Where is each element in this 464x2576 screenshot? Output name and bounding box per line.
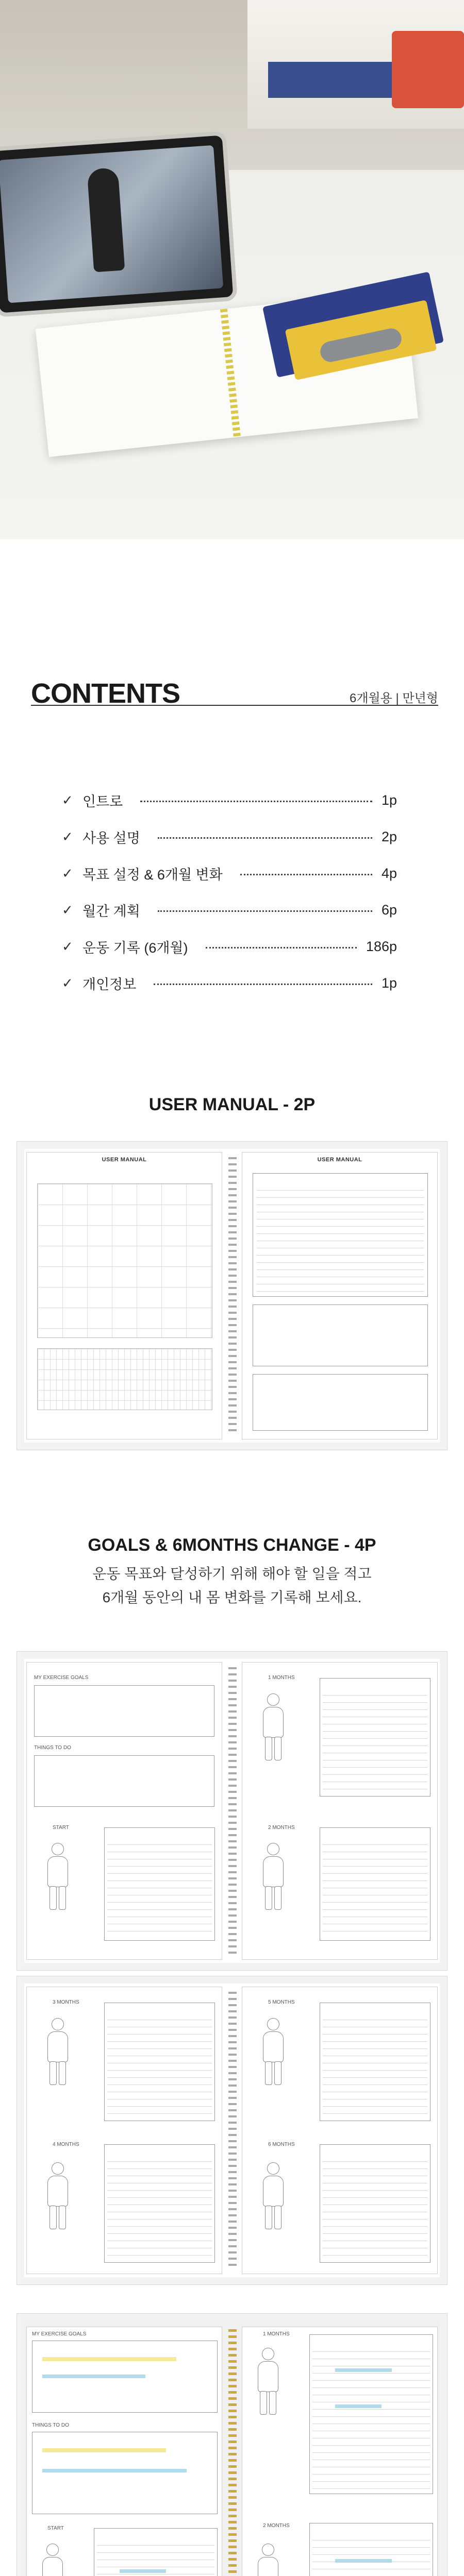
measure-lines bbox=[312, 2345, 430, 2489]
toc-leader-dots bbox=[158, 910, 372, 912]
toc-leader-dots bbox=[240, 874, 372, 875]
goals-right-page bbox=[242, 1662, 438, 1960]
toc-page: 2p bbox=[381, 829, 397, 844]
toc-page: 1p bbox=[381, 975, 397, 991]
body-figure bbox=[258, 1843, 289, 1910]
body-figure bbox=[258, 2162, 289, 2229]
contents-header bbox=[31, 677, 438, 709]
memo-box bbox=[253, 1374, 428, 1431]
goals-label: MY EXERCISE GOALS bbox=[34, 1675, 89, 1681]
toc-label: 인트로 bbox=[82, 794, 123, 809]
goals-box bbox=[34, 1685, 214, 1737]
goals-left-page bbox=[26, 1987, 222, 2274]
todo-label: THINGS TO DO bbox=[34, 1745, 71, 1751]
measure-lines bbox=[107, 2013, 212, 2116]
toc-leader-dots bbox=[158, 837, 372, 839]
meal-box bbox=[253, 1304, 428, 1366]
measure-lines bbox=[323, 2155, 427, 2258]
goals-label: MY EXERCISE GOALS bbox=[32, 2331, 87, 2337]
measure-lines bbox=[312, 2533, 430, 2576]
calendar-grid bbox=[37, 1183, 212, 1338]
check-icon: ✓ bbox=[62, 902, 73, 918]
month2-label: 2 MONTHS bbox=[263, 2523, 290, 2529]
background-stool bbox=[392, 31, 464, 108]
start-label: START bbox=[47, 2526, 64, 2531]
month2-label: 2 MONTHS bbox=[268, 1825, 295, 1831]
toc-leader-dots bbox=[206, 947, 357, 948]
toc-page: 1p bbox=[381, 792, 397, 808]
toc-leader-dots bbox=[154, 984, 372, 985]
goals-title: GOALS & 6MONTHS CHANGE - 4P bbox=[88, 1535, 376, 1555]
measure-lines bbox=[107, 2155, 212, 2258]
highlight-mark bbox=[42, 2375, 145, 2378]
toc-label: 사용 설명 bbox=[82, 831, 140, 846]
highlight-mark bbox=[335, 2404, 382, 2408]
example-right-page bbox=[242, 2327, 438, 2576]
highlight-mark bbox=[120, 2569, 166, 2573]
toc-item bbox=[62, 819, 397, 855]
body-figure bbox=[253, 2348, 284, 2415]
body-figure bbox=[42, 2162, 73, 2229]
toc-item bbox=[62, 855, 397, 892]
body-figure bbox=[253, 2544, 284, 2576]
tablet-screen bbox=[0, 145, 223, 303]
manual-left-page bbox=[26, 1152, 222, 1439]
hero-photo bbox=[0, 0, 464, 539]
spiral-binding bbox=[228, 2329, 237, 2576]
example-left-page bbox=[26, 2327, 222, 2576]
toc-leader-dots bbox=[140, 801, 372, 802]
toc-item bbox=[62, 892, 397, 928]
check-icon: ✓ bbox=[62, 975, 73, 991]
planner-spiral bbox=[220, 309, 241, 437]
table-of-contents bbox=[62, 782, 397, 1002]
month3-label: 3 MONTHS bbox=[53, 1999, 79, 2005]
month1-label: 1 MONTHS bbox=[263, 2331, 290, 2337]
highlight-mark bbox=[42, 2357, 176, 2361]
record-lines bbox=[257, 1183, 424, 1292]
contents-title: CONTENTS bbox=[31, 678, 180, 709]
manual-page-header: USER MANUAL bbox=[102, 1157, 147, 1163]
todo-box bbox=[34, 1755, 214, 1807]
toc-page: 6p bbox=[381, 902, 397, 918]
toc-label: 개인정보 bbox=[82, 977, 137, 992]
measure-lines bbox=[107, 1838, 212, 1936]
highlight-mark bbox=[42, 2448, 166, 2452]
month4-label: 4 MONTHS bbox=[53, 2142, 79, 2147]
check-icon: ✓ bbox=[62, 866, 73, 881]
toc-label: 목표 설정 & 6개월 변화 bbox=[82, 867, 223, 883]
body-figure bbox=[42, 2018, 73, 2085]
highlight-mark bbox=[335, 2559, 392, 2563]
body-figure bbox=[42, 1843, 73, 1910]
start-label: START bbox=[53, 1825, 69, 1831]
toc-item bbox=[62, 928, 397, 965]
measure-lines bbox=[323, 1838, 427, 1936]
manual-right-page bbox=[242, 1152, 438, 1439]
spiral-binding bbox=[228, 1667, 237, 1955]
tracker-grid bbox=[37, 1348, 212, 1410]
toc-page: 4p bbox=[381, 866, 397, 881]
month1-label: 1 MONTHS bbox=[268, 1675, 295, 1681]
check-icon: ✓ bbox=[62, 792, 73, 808]
check-icon: ✓ bbox=[62, 829, 73, 844]
spiral-binding bbox=[228, 1992, 237, 2269]
tablet-image bbox=[0, 131, 238, 317]
goals-left-page bbox=[26, 1662, 222, 1960]
measure-lines bbox=[323, 1688, 427, 1791]
toc-label: 운동 기록 (6개월) bbox=[82, 940, 188, 956]
goals-example-spread bbox=[16, 2313, 448, 2576]
body-figure bbox=[258, 1693, 289, 1760]
toc-item bbox=[62, 965, 397, 1002]
toc-page: 186p bbox=[366, 939, 397, 954]
todo-label: THINGS TO DO bbox=[32, 2422, 69, 2428]
highlight-mark bbox=[42, 2469, 187, 2472]
measure-lines bbox=[323, 2013, 427, 2116]
trainer-figure bbox=[87, 167, 125, 273]
toc-item bbox=[62, 782, 397, 819]
highlight-mark bbox=[335, 2368, 392, 2372]
month6-label: 6 MONTHS bbox=[268, 2142, 295, 2147]
goals-desc-line2: 6개월 동안의 내 몸 변화를 기록해 보세요. bbox=[102, 1589, 362, 1605]
manual-page-header: USER MANUAL bbox=[317, 1157, 362, 1163]
user-manual-title: USER MANUAL - 2P bbox=[148, 1095, 316, 1114]
month5-label: 5 MONTHS bbox=[268, 1999, 295, 2005]
goals-spread-1 bbox=[16, 1651, 448, 1971]
user-manual-spread bbox=[16, 1141, 448, 1450]
goals-desc-line1: 운동 목표와 달성하기 위해 해야 할 일을 적고 bbox=[92, 1566, 372, 1582]
body-figure bbox=[258, 2018, 289, 2085]
contents-subtitle: 6개월용 | 만년형 bbox=[349, 691, 438, 705]
goals-right-page bbox=[242, 1987, 438, 2274]
goals-spread-2 bbox=[16, 1976, 448, 2285]
todo-box bbox=[32, 2432, 218, 2514]
check-icon: ✓ bbox=[62, 939, 73, 954]
toc-label: 월간 계획 bbox=[82, 904, 140, 919]
spiral-binding bbox=[228, 1157, 237, 1434]
body-figure bbox=[37, 2544, 68, 2576]
